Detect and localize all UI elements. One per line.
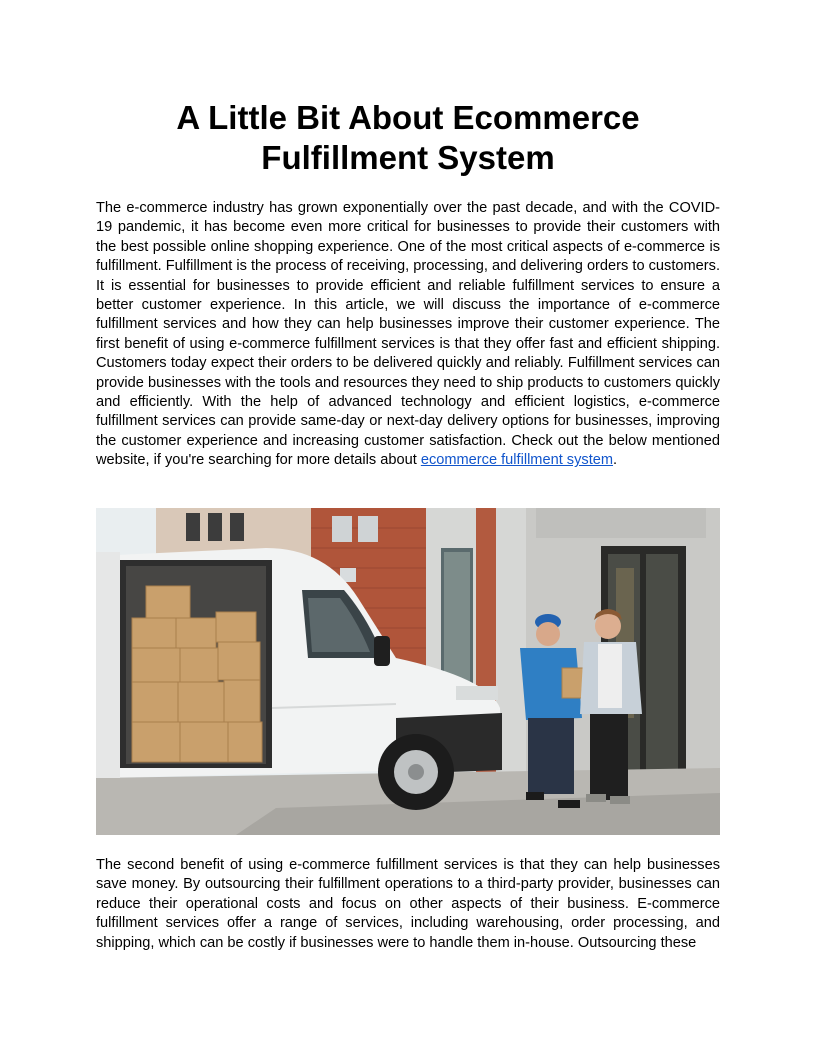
page-title [96,98,720,178]
intro-end: . [613,452,618,469]
intro-paragraph [96,199,720,471]
delivery-photo [96,508,720,835]
second-paragraph: The second benefit of using e-commerce fulfillment services is that they can help businesses save money. By outsourcing their fulfillment operations to a third-party provider, businesses can reduce their operational costs and focus on other aspects of their business. E-commerce fulfillment services offer a range of services, including warehousing, order processing, and shipping, which can be costly if businesses were to handle them in-house. Outsourcing these [96,857,720,951]
intro-text: The e-commerce industry has grown exponentially over the past decade, and with the COVID-19 pandemic, it has become even more critical for businesses to provide their customers with the best possible online shopping experience. One of the most critical aspects of e-commerce is fulfillment. Fulfillment is the process of receiving, processing, and delivering orders to customers. It is essential for businesses to provide efficient and reliable fulfillment services to ensure a better customer experience. In this article, we will discuss the importance of e-commerce fulfillment services and how they can help businesses improve their customer experience. The first benefit of using e-commerce fulfillment services is that they offer fast and efficient shipping. Customers today expect their orders to be delivered quickly and reliably. Fulfillment services can provide businesses with the tools and resources they need to ship products to customers quickly and efficiently. With the help of advanced technology and efficient logistics, e-commerce fulfillment services can provide same-day or next-day delivery options for businesses, improving the customer experience and increasing customer satisfaction. Check out the below mentioned website, if you're searching for more details about [96,200,720,469]
ecommerce-fulfillment-link[interactable]: ecommerce fulfillment system [420,452,614,469]
title-line-1: A Little Bit About Ecommerce [176,99,640,136]
title-line-2: Fulfillment System [261,139,555,176]
